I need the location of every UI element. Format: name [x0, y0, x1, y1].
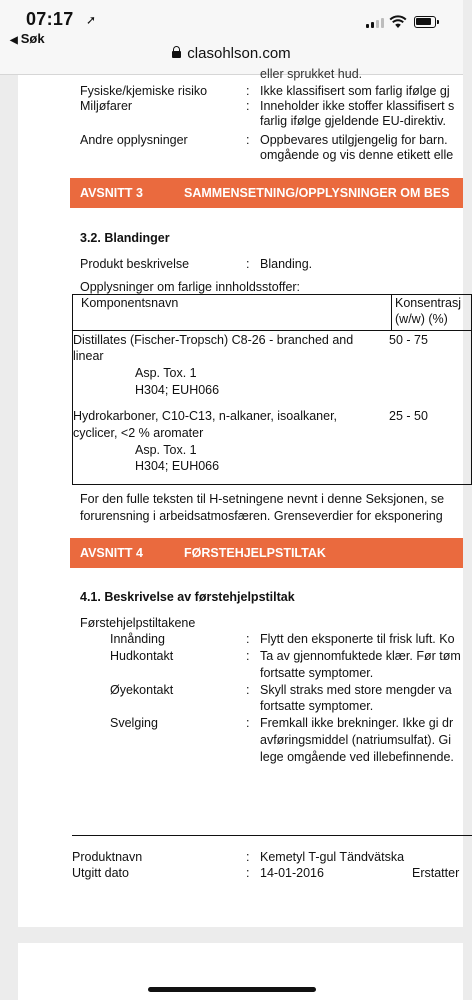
first-aid-label-inhalation: Innånding [110, 632, 165, 646]
footer-divider [72, 835, 472, 836]
table-header-conc-unit: (w/w) (%) [395, 312, 448, 326]
section-4-header [70, 538, 463, 568]
first-aid-value-ingestion-cont2: lege omgående ved illebefinnende. [260, 750, 454, 764]
row-sep: : [246, 99, 250, 113]
table-row-2-h: H304; EUH066 [135, 459, 220, 473]
footer-date-value: 14-01-2016 [260, 866, 324, 880]
table-row-2-name: Hydrokarboner, C10-C13, n-alkaner, isoalkaner, [73, 409, 338, 423]
first-aid-value-ingestion-cont: avføringsmiddel (natriumsulfat). Gi [260, 733, 452, 747]
first-aid-value-skin-cont: fortsatte symptomer. [260, 666, 374, 680]
home-indicator[interactable] [148, 987, 316, 992]
row-sep: : [246, 683, 250, 697]
first-aid-value-eyes-cont: fortsatte symptomer. [260, 699, 374, 713]
hazardous-intro: Opplysninger om farlige innholdsstoffer: [80, 280, 301, 294]
row-sep: : [246, 850, 250, 864]
row-sep: : [246, 133, 250, 147]
row-sep: : [246, 649, 250, 663]
footer-product-value: Kemetyl T-gul Tändvätska [260, 850, 405, 864]
cellular-signal-icon [366, 18, 384, 28]
row-label-physical-chemical: Fysiske/kjemiske risiko [80, 84, 208, 98]
table-row-1-name-cont: linear [73, 349, 104, 363]
first-aid-value-inhalation: Flytt den eksponerte til frisk luft. Ko [260, 632, 455, 646]
back-label: Søk [20, 31, 45, 46]
footer-replaces: Erstatter [412, 866, 460, 880]
back-triangle-icon: ◀ [10, 35, 18, 46]
table-row-1-h: H304; EUH066 [135, 383, 220, 397]
components-table [72, 294, 472, 485]
first-aid-label-ingestion: Svelging [110, 716, 158, 730]
table-row-1-class: Asp. Tox. 1 [135, 366, 197, 380]
table-row-1-name: Distillates (Fischer-Tropsch) C8-26 - branched and [73, 333, 354, 347]
address-bar[interactable] [0, 45, 463, 62]
sds-document-page [18, 67, 463, 927]
row-sep: : [246, 716, 250, 730]
browser-top-bar [0, 0, 463, 75]
table-row-2-name-cont: cyclicer, <2 % aromater [73, 426, 204, 440]
battery-icon [414, 16, 436, 28]
lock-icon [172, 51, 181, 58]
row-value-physical-chemical: Ikke klassifisert som farlig ifølge gj [260, 84, 450, 98]
row-label-environment: Miljøfarer [80, 99, 133, 113]
first-aid-value-eyes: Skyll straks med store mengder va [260, 683, 452, 697]
section-3-number: AVSNITT 3 [80, 186, 143, 200]
table-row-2-conc: 25 - 50 [389, 409, 428, 423]
row-value-environment: Inneholder ikke stoffer klassifisert s [260, 99, 455, 113]
first-aid-intro: Førstehjelpstiltakene [80, 616, 196, 630]
status-time: 07:17 [26, 9, 74, 29]
section-3-title: SAMMENSETNING/OPPLYSNINGER OM BES [184, 186, 450, 200]
section-4-title: FØRSTEHJELPSTILTAK [184, 546, 326, 560]
table-header-name: Komponentsnavn [81, 296, 179, 310]
first-aid-label-eyes: Øyekontakt [110, 683, 174, 697]
footer-date-label: Utgitt dato [72, 866, 129, 880]
wifi-icon [389, 15, 407, 29]
row-value-other-info-cont: omgående og vis denne etikett elle [260, 148, 454, 162]
row-sep: : [246, 257, 250, 271]
table-row-2-class: Asp. Tox. 1 [135, 443, 197, 457]
subheading-4-1: 4.1. Beskrivelse av førstehjelpstiltak [80, 590, 295, 604]
row-sep: : [246, 84, 250, 98]
first-aid-label-skin: Hudkontakt [110, 649, 174, 663]
footer-product-label: Produktnavn [72, 850, 143, 864]
back-to-search-button[interactable] [10, 31, 45, 46]
table-header-conc: Konsentrasj [395, 296, 462, 310]
row-label-other-info: Andre opplysninger [80, 133, 188, 147]
product-description-label: Produkt beskrivelse [80, 257, 190, 271]
first-aid-value-skin: Ta av gjennomfuktede klær. Før tøm [260, 649, 461, 663]
section-3-header [70, 178, 463, 208]
section-4-number: AVSNITT 4 [80, 546, 143, 560]
h-statements-note: For den fulle teksten til H-setningene nevnt i denne Seksjonen, se [80, 492, 445, 506]
url-text: clasohlson.com [187, 45, 291, 62]
first-aid-value-ingestion: Fremkall ikke brekninger. Ikke gi dr [260, 716, 454, 730]
location-arrow-icon: ➚ [86, 13, 97, 27]
row-value-other-info: Oppbevares utilgjengelig for barn. [260, 133, 448, 147]
row-value-environment-cont: farlig ifølge gjeldende EU-direktiv. [260, 114, 446, 128]
clipped-text-line: eller sprukket hud. [260, 67, 363, 81]
row-sep: : [246, 632, 250, 646]
product-description-value: Blanding. [260, 257, 313, 271]
subheading-3-2: 3.2. Blandinger [80, 231, 170, 245]
row-sep: : [246, 866, 250, 880]
table-row-1-conc: 50 - 75 [389, 333, 428, 347]
exposure-note: forurensning i arbeidsatmosfæren. Grenseverdier for eksponering [80, 509, 443, 523]
